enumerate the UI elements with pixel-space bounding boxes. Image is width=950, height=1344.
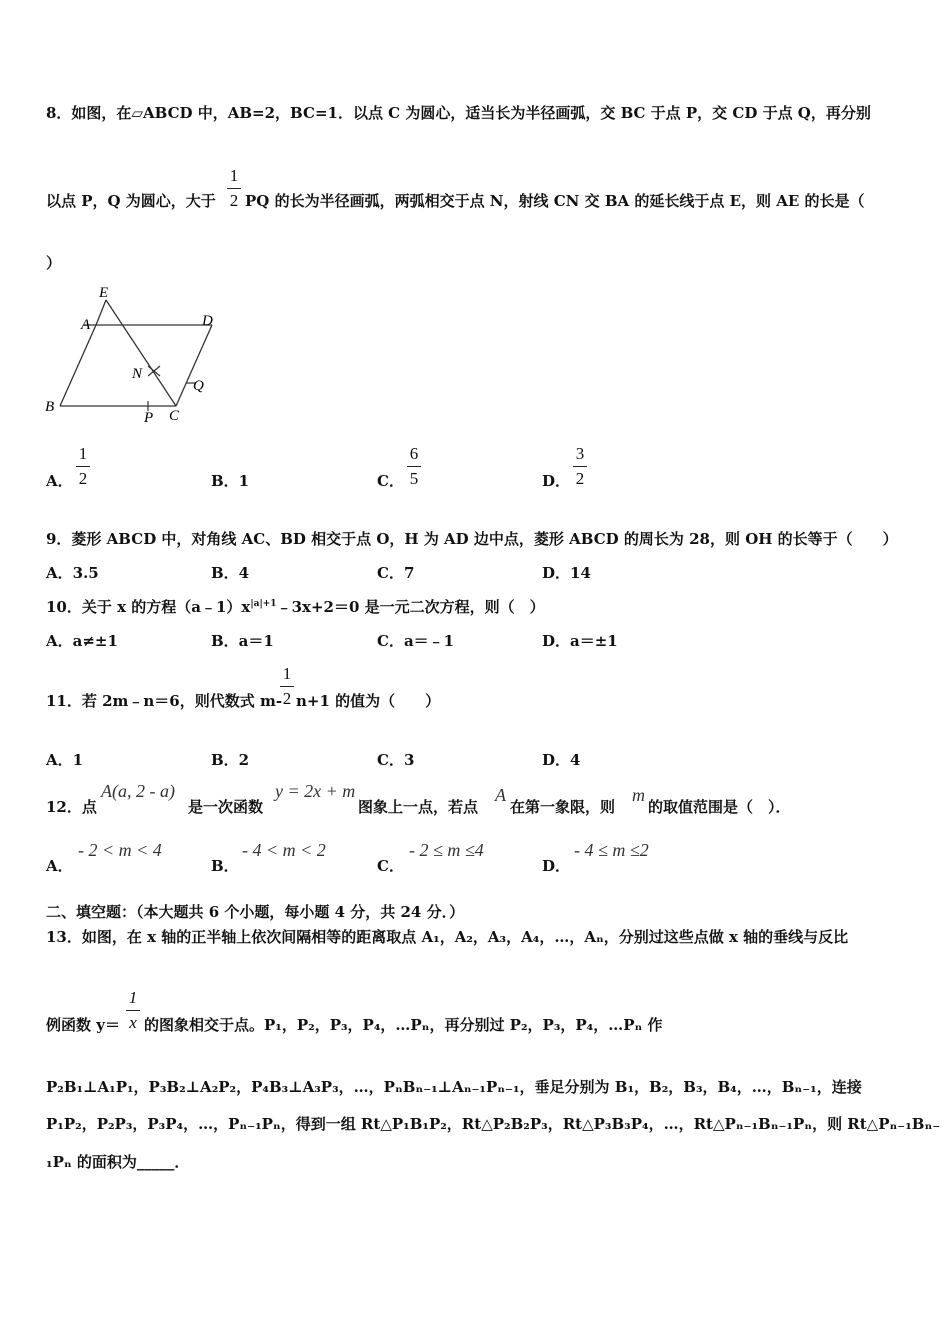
q11-text-b: n+1 的值为（ ）	[296, 692, 441, 710]
q12-text-b: 是一次函数	[188, 798, 264, 816]
ray-CE	[106, 300, 176, 406]
q11-option-c: C．3	[377, 751, 415, 769]
q9-option-c: C．7	[377, 564, 415, 582]
segment-AE	[96, 300, 106, 325]
parallelogram-figure	[40, 280, 230, 430]
label-P: P	[144, 410, 154, 426]
q8-fraction-half	[227, 166, 241, 211]
q12-point-A: A	[495, 785, 506, 805]
q12-text-a: 12．点	[46, 798, 97, 816]
q8-option-c-fraction: 6 5	[407, 444, 421, 489]
q10-option-c: C．a＝﹣1	[377, 632, 455, 650]
q12-point-expr: A(a, 2 - a)	[101, 781, 175, 801]
label-D: D	[202, 313, 213, 329]
q12-option-b-label: B．	[211, 857, 239, 875]
q12-option-d-label: D．	[542, 857, 571, 875]
q11-option-a: A．1	[46, 751, 84, 769]
q12-option-c-expr: - 2 ≤ m ≤4	[409, 840, 484, 860]
q12-option-c-label: C．	[377, 857, 404, 875]
q13-line2-a: 例函数 y＝	[46, 1016, 120, 1034]
q12-option-a-label: A．	[46, 857, 73, 875]
q10-option-d: D．a＝±1	[542, 632, 618, 650]
q11-option-d: D．4	[542, 751, 581, 769]
q12-option-d-expr: - 4 ≤ m ≤2	[574, 840, 649, 860]
q12-variable-m: m	[632, 785, 645, 805]
q9-option-a: A．3.5	[46, 564, 99, 582]
q11-option-b: B．2	[211, 751, 250, 769]
q9-option-d: D．14	[542, 564, 591, 582]
segment-BA	[60, 325, 96, 406]
q8-option-d-label: D．	[542, 472, 571, 490]
q13-line3: P₂B₁⊥A₁P₁，P₃B₂⊥A₂P₂，P₄B₃⊥A₃P₃，…，PₙBₙ₋₁⊥Aₙ₋₁Pₙ₋₁，垂足分别为 B₁，B₂，B₃，B₄，…，Bₙ₋₁，连接	[46, 1078, 862, 1096]
q8-line2-a: 以点 P，Q 为圆心，大于	[46, 192, 216, 210]
q13-line2-b: 的图象相交于点。P₁，P₂，P₃，P₄，…Pₙ，再分别过 P₂，P₃，P₄，…Pₙ 作	[144, 1016, 663, 1034]
q8-option-a-label: A．	[46, 472, 73, 490]
q13-line4: P₁P₂，P₂P₃，P₃P₄，…，Pₙ₋₁Pₙ，得到一组 Rt△P₁B₁P₂，Rt△P₂B₂P₃，Rt△P₃B₃P₄，…，Rt△Pₙ₋₁Bₙ₋₁Pₙ，则 Rt△Pₙ₋₁Bₙ₋	[46, 1115, 941, 1133]
label-A: A	[81, 317, 91, 333]
q11-text-a: 11．若 2m﹣n＝6，则代数式 m-	[46, 692, 283, 710]
q12-option-a-expr: - 2 < m < 4	[78, 840, 162, 860]
q8-option-c-label: C．	[377, 472, 404, 490]
q8-line3: ）	[46, 254, 62, 272]
label-C: C	[169, 408, 180, 424]
q11-fraction-half: 1 2	[280, 664, 294, 709]
fraction-numerator: 1	[229, 166, 239, 185]
q12-text-e: 的取值范围是（ ）．	[648, 798, 791, 816]
q13-line5: ₁Pₙ 的面积为_____．	[46, 1153, 190, 1171]
q8-option-d-fraction: 3 2	[573, 444, 587, 489]
q12-function-expr: y = 2x + m	[275, 781, 356, 801]
label-E: E	[99, 285, 109, 301]
q10-option-b: B．a＝1	[211, 632, 274, 650]
q8-line2-b: PQ 的长为半径画弧，两弧相交于点 N，射线 CN 交 BA 的延长线于点 E，则 AE 的长是（	[245, 192, 865, 210]
q9-text: 9．菱形 ABCD 中，对角线 AC、BD 相交于点 O，H 为 AD 边中点，菱形 ABCD 的周长为 28，则 OH 的长等于（ ）	[46, 530, 898, 548]
q13-fraction-1-over-x: 1 x	[126, 988, 140, 1033]
q8-line1: 8．如图，在▱ABCD 中，AB=2，BC=1．以点 C 为圆心，适当长为半径画弧，交 BC 于点 P，交 CD 于点 Q，再分别	[46, 104, 871, 122]
q10-option-a: A．a≠±1	[46, 632, 118, 650]
label-Q: Q	[193, 378, 204, 394]
q13-line1: 13．如图，在 x 轴的正半轴上依次间隔相等的距离取点 A₁，A₂，A₃，A₄，…，Aₙ，分别过这些点做 x 轴的垂线与反比	[46, 928, 849, 946]
label-B: B	[45, 399, 55, 415]
q8-option-a-fraction: 1 2	[76, 444, 90, 489]
q12-text-d: 在第一象限，则	[510, 798, 616, 816]
q9-option-b: B．4	[211, 564, 250, 582]
fraction-denominator: 2	[229, 191, 239, 210]
q12-text-c: 图象上一点，若点	[358, 798, 479, 816]
label-N: N	[132, 366, 143, 382]
q10-exponent: |a|+1	[250, 599, 277, 609]
q8-option-b: B．1	[211, 472, 250, 490]
q10-text: 10．关于 x 的方程$(a﹣1)x^{|a|+1}﹣3x+2=0$ 是一元二次方程，则（ ）	[46, 598, 545, 616]
q12-option-b-expr: - 4 < m < 2	[242, 840, 326, 860]
section-2-title: 二、填空题：（本大题共 6 个小题，每小题 4 分，共 24 分．）	[46, 903, 465, 921]
